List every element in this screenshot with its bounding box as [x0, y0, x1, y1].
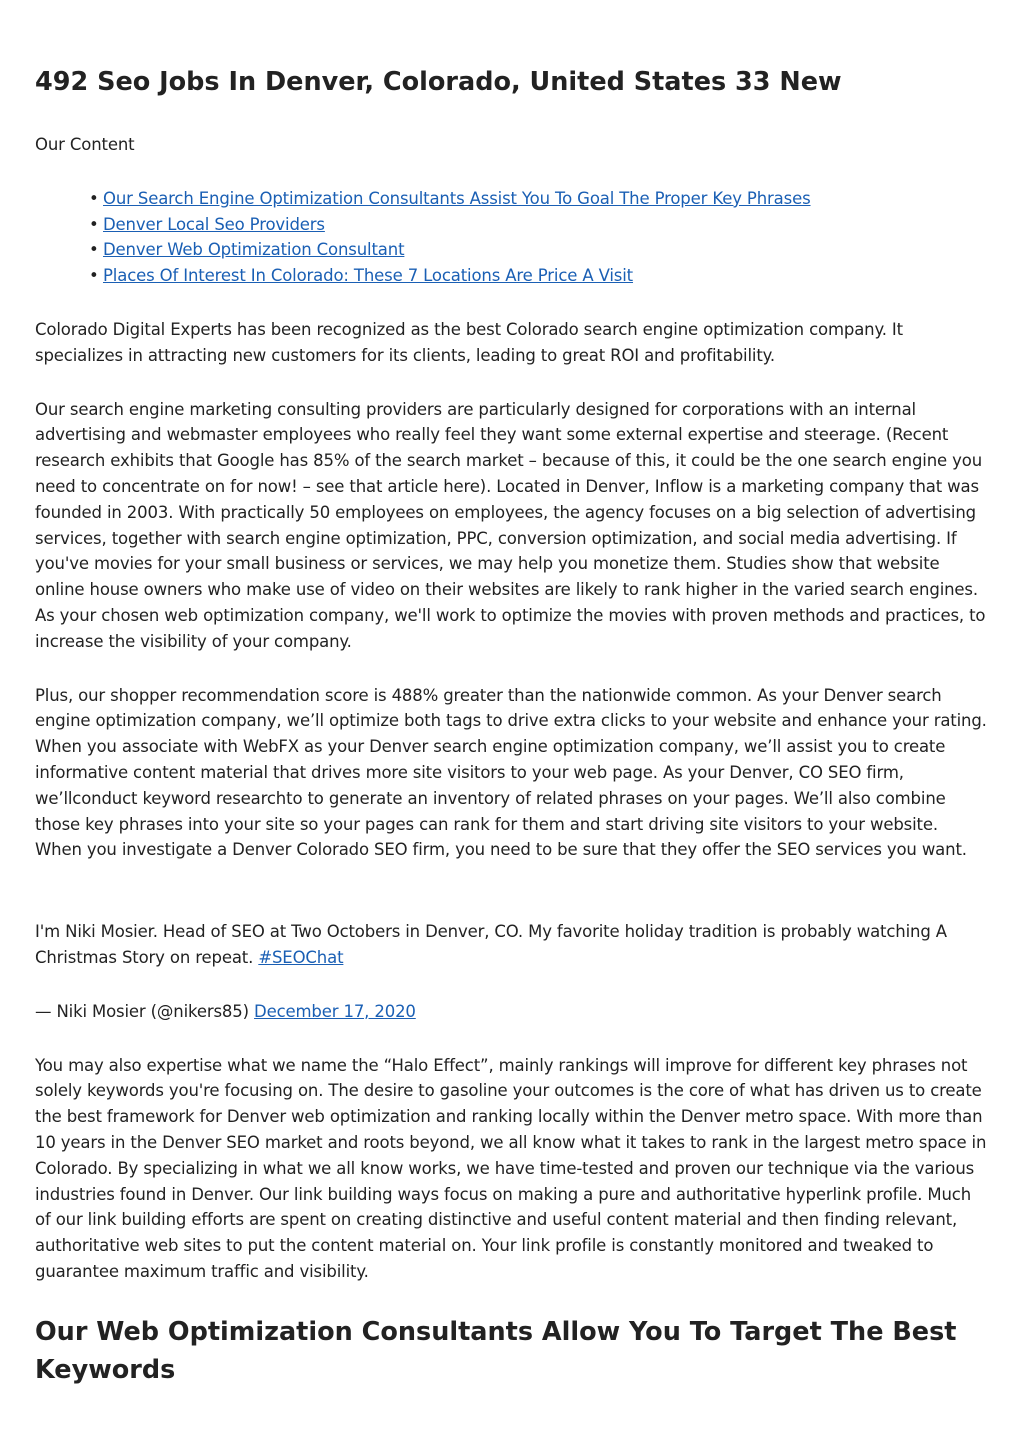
tweet-text: I'm Niki Mosier. Head of SEO at Two Octobers in Denver, CO. My favorite holiday tradition is probably watching A Christmas Story on repeat. — [35, 922, 947, 967]
bullet-icon: • — [89, 266, 99, 286]
toc-item — [89, 263, 988, 289]
toc-label: Our Content — [35, 135, 135, 154]
toc-link-3[interactable]: Denver Web Optimization Consultant — [103, 240, 405, 260]
tweet-attribution — [35, 999, 988, 1025]
page-title: 492 Seo Jobs In Denver, Colorado, United States 33 New — [35, 67, 842, 97]
paragraph-intro: Colorado Digital Experts has been recognized as the best Colorado search engine optimization company. It specializes in attracting new customers for its clients, leading to great ROI and profitability. — [35, 319, 903, 365]
bullet-icon: • — [89, 240, 99, 260]
hashtag-link[interactable]: #SEOChat — [258, 947, 344, 967]
paragraph-halo-effect: You may also expertise what we name the “Halo Effect”, mainly rankings will improve for different key phrases not solely keywords you're focusing on. The desire to gasoline your outcomes is the core of what has driven us to create the best framework for Denver web optimization and ranking locally within the Denver metro space. With more than 10 years in the Denver SEO market and roots beyond, we all know what it takes to rank in the largest metro space in Colorado. By specializing in what we all know works, we have time-tested and proven our technique via the various industries found in Denver. Our link building ways focus on making a pure and authoritative hyperlink profile. Much of our link building efforts are spent on creating distinctive and useful content material and then finding relevant, authoritative web sites to put the content material on. Your link profile is constantly monitored and tweaked to guarantee maximum traffic and visibility. — [35, 1055, 987, 1281]
toc-link-2[interactable]: Denver Local Seo Providers — [103, 214, 325, 234]
bullet-icon: • — [89, 188, 99, 208]
section-heading: Our Web Optimization Consultants Allow You To Target The Best Keywords — [35, 1316, 957, 1385]
toc-item — [89, 212, 988, 238]
paragraph-recommendation: Plus, our shopper recommendation score is 488% greater than the nationwide common. As your Denver search engine optimization company, we’ll optimize both tags to drive extra clicks to your website and enhance your rating. When you associate with WebFX as your Denver search engine optimization company, we’ll assist you to create informative content material that drives more site visitors to your web page. As your Denver, CO SEO firm, we’llconduct keyword researchto to generate an inventory of related phrases on your pages. We’ll also combine those key phrases into your site so your pages can rank for them and start driving site visitors to your website. When you investigate a Denver Colorado SEO firm, you need to be sure that they offer the SEO services you want. — [35, 685, 987, 860]
paragraph-consulting: Our search engine marketing consulting providers are particularly designed for corporations with an internal advertising and webmaster employees who really feel they want some external expertise and steerage. (Recent research exhibits that Google has 85% of the search market – because of this, it could be the one search engine you need to concentrate on for now! – see that article here). Located in Denver, Inflow is a marketing company that was founded in 2003. With practically 50 employees on employees, the agency focuses on a big selection of advertising services, together with search engine optimization, PPC, conversion optimization, and social media advertising. If you've movies for your small business or services, we may help you monetize them. Studies show that website online house owners who make use of video on their websites are likely to rank higher in the varied search engines. As your chosen web optimization company, we'll work to optimize the movies with proven methods and practices, to increase the visibility of your company. — [35, 399, 986, 651]
bullet-icon: • — [89, 214, 99, 234]
spacer — [35, 891, 988, 919]
toc-link-1[interactable]: Our Search Engine Optimization Consultants Assist You To Goal The Proper Key Phrases — [103, 188, 811, 208]
tweet-author: — Niki Mosier (@nikers85) — [35, 1001, 249, 1021]
table-of-contents — [35, 186, 988, 289]
toc-item — [89, 237, 988, 263]
toc-link-4[interactable]: Places Of Interest In Colorado: These 7 Locations Are Price A Visit — [103, 266, 634, 286]
tweet-quote — [35, 919, 988, 971]
tweet-date-link[interactable]: December 17, 2020 — [254, 1001, 416, 1021]
toc-item — [89, 186, 988, 212]
